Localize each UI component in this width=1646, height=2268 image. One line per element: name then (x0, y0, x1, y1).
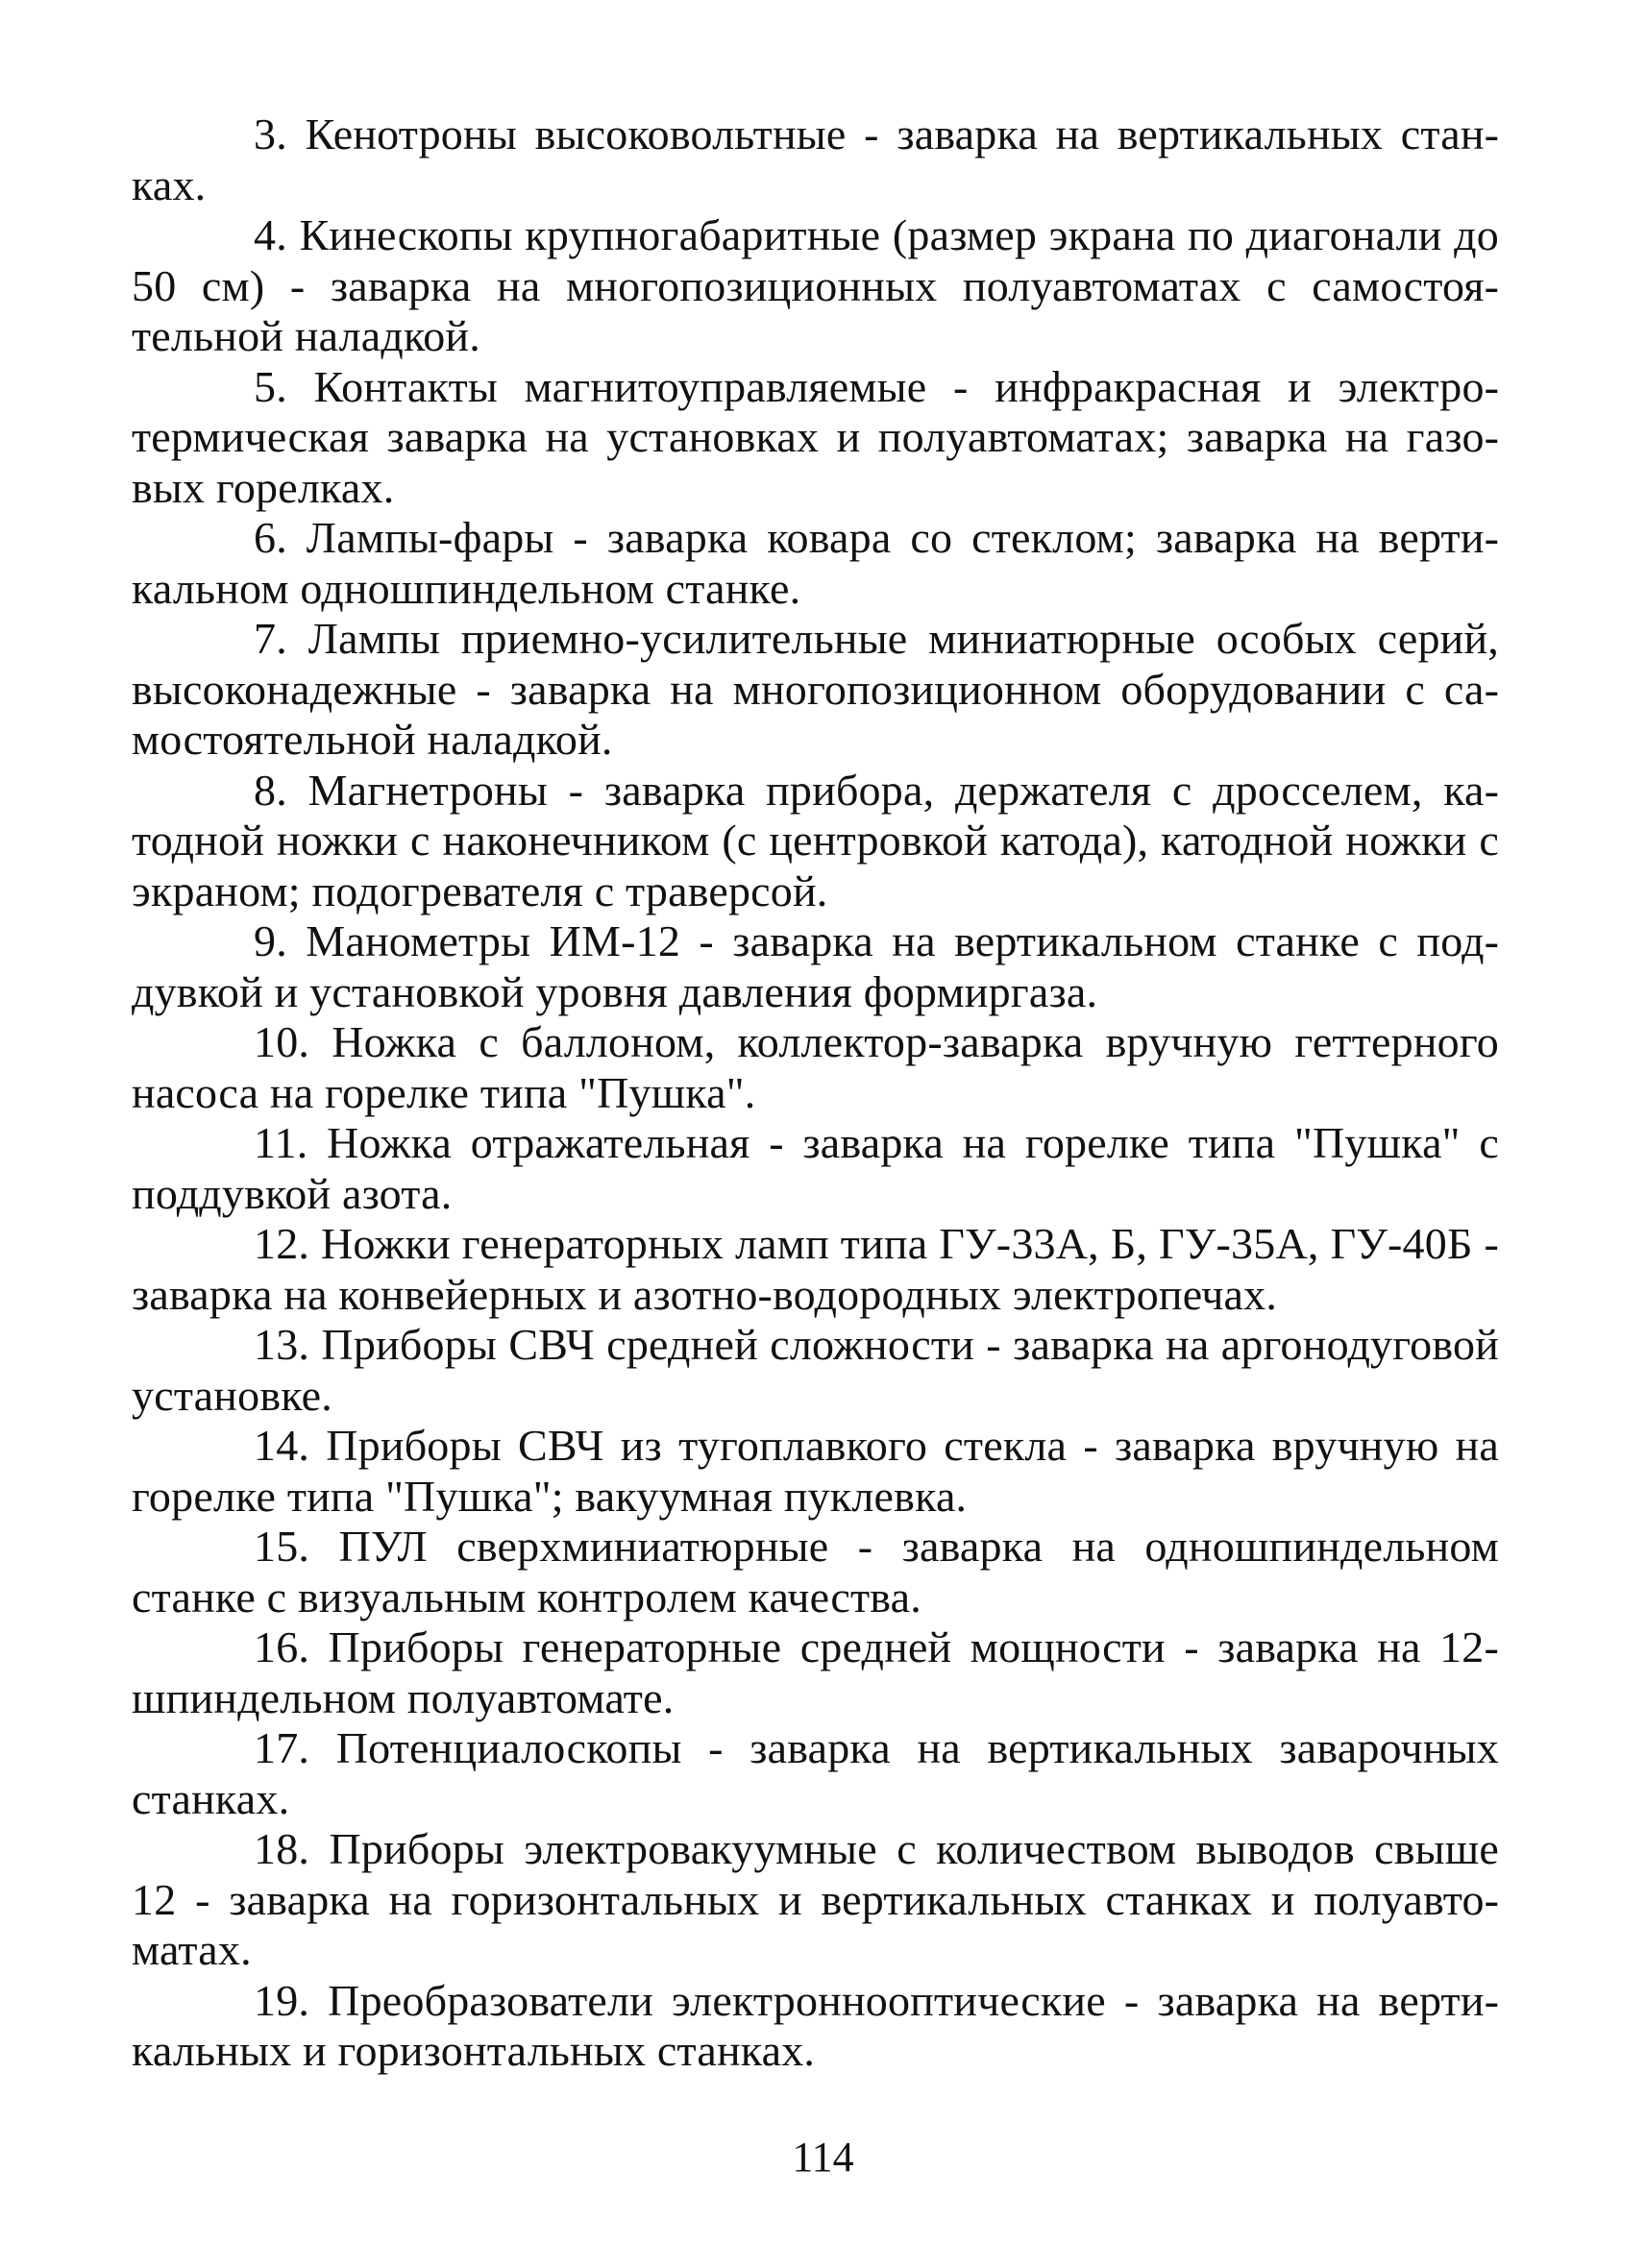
list-item: 19. Преобразователи электроннооптические - заварка на вертикальных и горизонтальных станках. (132, 1975, 1499, 2075)
list-item: 17. Потенциалоскопы - заварка на вертикальных заварочных станках. (132, 1723, 1499, 1823)
list-item: 9. Манометры ИМ-12 - заварка на вертикальном станке с поддувкой и установкой уровня давления формиргаза. (132, 916, 1499, 1016)
page-number: 114 (792, 2134, 854, 2181)
list-item: 6. Лампы-фары - заварка ковара со стеклом; заварка на вертикальном одношпиндельном станке. (132, 513, 1499, 613)
list-item: 12. Ножки генераторных ламп типа ГУ-33А, Б, ГУ-35А, ГУ-40Б - заварка на конвейерных и азотно-водородных электропечах. (132, 1219, 1499, 1319)
list-item: 4. Кинескопы крупногабаритные (размер экрана по диагонали до 50 см) - заварка на многопозиционных полуавтоматах с самостоятельной наладкой. (132, 210, 1499, 360)
list-item: 5. Контакты магнитоуправляемые - инфракрасная и электротермическая заварка на установках и полуавтоматах; заварка на газовых горелках. (132, 361, 1499, 512)
list-item: 10. Ножка с баллоном, коллектор-заварка вручную геттерного насоса на горелке типа "Пушка". (132, 1017, 1499, 1117)
list-item: 11. Ножка отражательная - заварка на горелке типа "Пушка" с поддувкой азота. (132, 1118, 1499, 1218)
list-item: 15. ПУЛ сверхминиатюрные - заварка на одношпиндельном станке с визуальным контролем качества. (132, 1522, 1499, 1622)
list-item: 16. Приборы генераторные средней мощности - заварка на 12-шпиндельном полуавтомате. (132, 1622, 1499, 1722)
list-item: 18. Приборы электровакуумные с количеством выводов свыше 12 - заварка на горизонтальных и вертикальных станках и полуавтоматах. (132, 1824, 1499, 1974)
list-item: 8. Магнетроны - заварка прибора, держателя с дросселем, катодной ножки с наконечником (с центровкой катода), катодной ножки с экраном; подогревателя с траверсой. (132, 765, 1499, 915)
list-item: 14. Приборы СВЧ из тугоплавкого стекла - заварка вручную на горелке типа "Пушка"; вакуумная пуклевка. (132, 1421, 1499, 1521)
list-item: 7. Лампы приемно-усилительные миниатюрные особых серий, высоконадежные - заварка на многопозиционном оборудовании с самостоятельной наладкой. (132, 614, 1499, 764)
list-item: 13. Приборы СВЧ средней сложности - заварка на аргонодуговой установке. (132, 1320, 1499, 1420)
main-text (132, 110, 1499, 2077)
list-item: 3. Кенотроны высоковольтные - заварка на вертикальных станках. (132, 110, 1499, 209)
